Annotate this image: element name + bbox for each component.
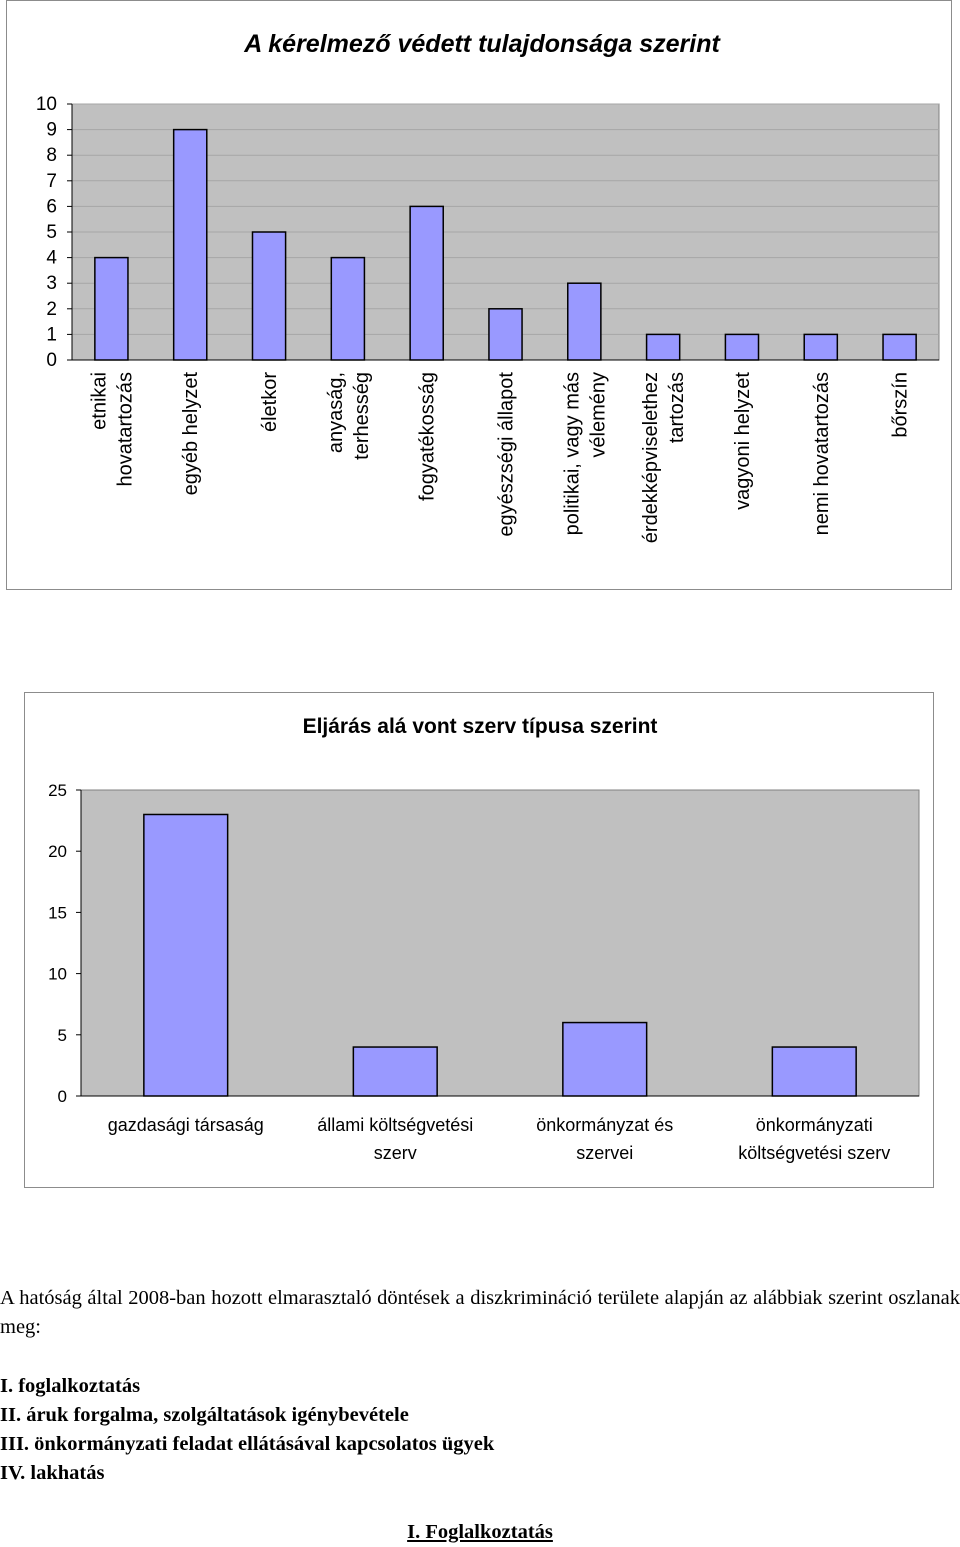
bar	[489, 309, 522, 360]
x-category-label: szerv	[373, 1143, 417, 1163]
x-category-label-line: etnikai	[88, 372, 111, 430]
bar	[174, 130, 207, 360]
y-tick-label: 8	[46, 145, 57, 167]
chart-title: A kérelmező védett tulajdonsága szerint	[244, 30, 720, 58]
y-tick-label: 0	[57, 1087, 67, 1106]
x-category-label-line: nemi hovatartozás	[810, 372, 833, 536]
x-category-label	[88, 372, 136, 487]
bar	[883, 334, 916, 360]
area-list-item: I. foglalkoztatás	[0, 1375, 141, 1397]
x-category-label-line: tartozás	[666, 372, 689, 444]
chart-protected-characteristic	[6, 0, 952, 590]
y-tick-label: 4	[46, 247, 57, 269]
x-category-label	[561, 372, 609, 535]
y-tick-label: 25	[48, 781, 67, 800]
x-category-label: szervei	[576, 1143, 634, 1163]
x-category-label-line: fogyatékosság	[416, 372, 439, 501]
chart-respondent-type	[24, 692, 934, 1188]
area-list-item: III. önkormányzati feladat ellátásával kapcsolatos ügyek	[0, 1433, 495, 1455]
y-tick-label: 6	[46, 196, 57, 218]
x-category-label: önkormányzat és	[536, 1115, 674, 1135]
bar	[568, 283, 601, 360]
area-list-item: IV. lakhatás	[0, 1462, 105, 1484]
x-category-label-line: anyaság,	[324, 372, 347, 454]
bar	[144, 814, 228, 1096]
x-category-label-line: egyéb helyzet	[180, 372, 203, 496]
bar	[331, 258, 364, 360]
x-category-label	[890, 372, 912, 438]
y-tick-label: 9	[46, 119, 57, 141]
y-tick-label: 2	[46, 298, 57, 320]
y-tick-label: 5	[46, 222, 57, 243]
bar	[252, 232, 285, 360]
y-tick-label: 5	[57, 1025, 67, 1045]
x-category-label	[259, 372, 281, 432]
x-category-label-line: érdekképviselethez	[640, 372, 663, 544]
x-category-label-line: hovatartozás	[114, 372, 137, 487]
area-list	[0, 1372, 960, 1488]
x-category-label	[811, 372, 833, 535]
y-tick-label: 3	[46, 273, 57, 295]
x-category-label-line: vélemény	[587, 372, 610, 458]
x-category-label-line: életkor	[259, 372, 282, 433]
chart-protected-characteristic-svg	[7, 1, 953, 591]
intro-paragraph: A hatóság által 2008-ban hozott elmarasztaló döntések a diszkrimináció területe alapján az alábbiak szerint oszlanak meg:	[0, 1287, 960, 1338]
y-tick-label: 10	[35, 94, 57, 115]
bar	[725, 334, 758, 360]
bar	[772, 1047, 856, 1096]
x-category-label: költségvetési szerv	[738, 1143, 891, 1163]
area-list-item: II. áruk forgalma, szolgáltatások igénybevétele	[0, 1404, 409, 1426]
y-tick-label: 1	[46, 324, 57, 346]
section-heading: I. Foglalkoztatás	[407, 1521, 553, 1543]
x-category-label	[180, 372, 202, 496]
chart-respondent-type-svg	[25, 693, 935, 1189]
x-category-label: gazdasági társaság	[107, 1115, 264, 1135]
x-category-label-line: terhesség	[350, 372, 373, 460]
x-category-label	[417, 372, 439, 501]
y-tick-label: 7	[46, 170, 57, 192]
x-category-label-line: vagyoni helyzet	[731, 372, 754, 510]
bar	[353, 1047, 437, 1096]
y-tick-label: 10	[48, 964, 67, 984]
x-category-label: állami költségvetési	[317, 1115, 474, 1135]
x-category-label-line: egyészségi állapot	[495, 372, 518, 537]
x-category-label-line: politikai, vagy más	[561, 372, 584, 536]
y-tick-label: 0	[46, 350, 57, 371]
x-category-label	[325, 372, 373, 460]
bar	[647, 334, 680, 360]
bar	[563, 1023, 647, 1096]
bar	[804, 334, 837, 360]
y-tick-label: 15	[48, 903, 67, 923]
x-category-label-line: bőrszín	[889, 372, 912, 438]
x-category-label	[640, 372, 688, 543]
x-category-label	[732, 372, 754, 510]
y-tick-label: 20	[48, 842, 67, 862]
x-category-label	[496, 372, 518, 537]
chart-title: Eljárás alá vont szerv típusa szerint	[302, 715, 658, 738]
bar	[95, 258, 128, 360]
bar	[410, 206, 443, 360]
x-category-label: önkormányzati	[755, 1115, 873, 1135]
